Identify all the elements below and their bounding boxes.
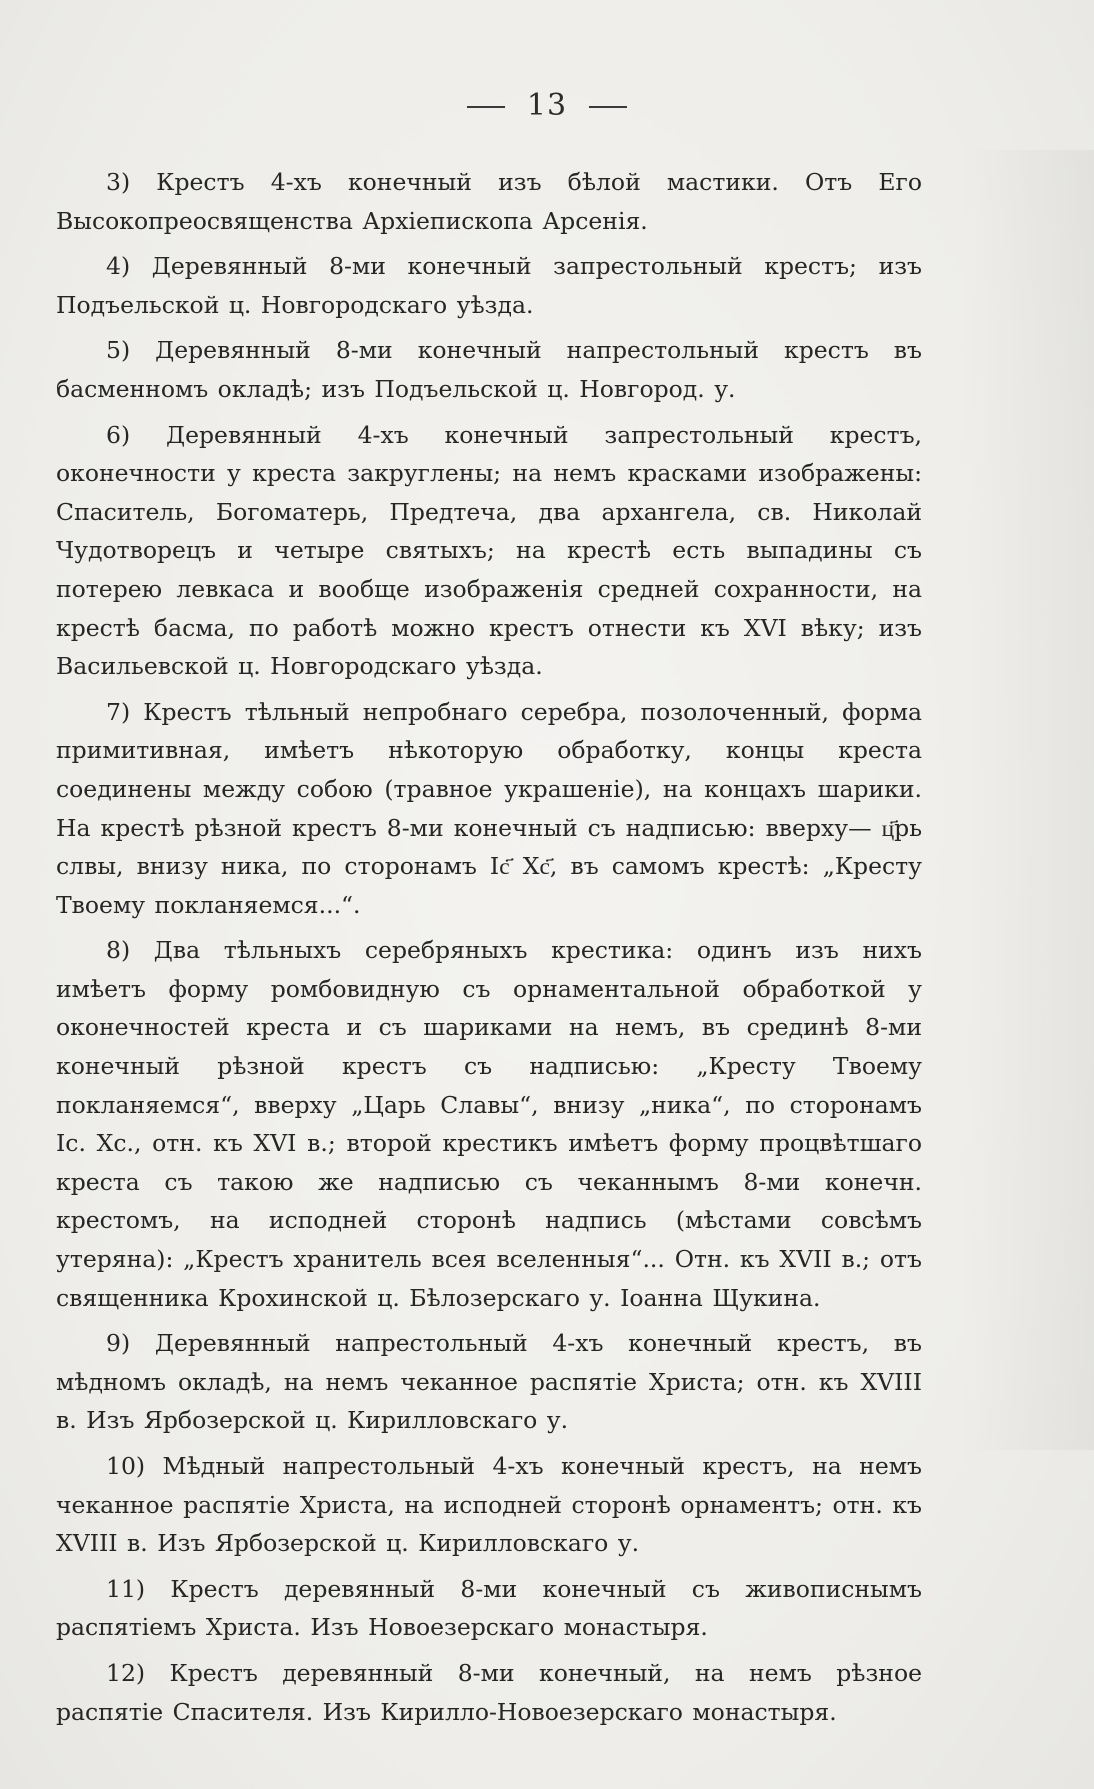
catalog-entry-6: 6) Деревянный 4-хъ конечный запрестольный крестъ, оконечности у креста закруглены; на немъ красками изображены: Спаситель, Богоматерь, Предтеча, два архангела, св. Николай Чудотворецъ и четыре святыхъ; на крестѣ есть выпадины съ потерею левкаса и вообще изображенія средней сохранности, на крестѣ басма, по работѣ можно крестъ отнести къ XVI вѣку; изъ Васильевской ц. Новгородскаго уѣзда. bbox=[56, 420, 922, 681]
catalog-entry-4: 4) Деревянный 8-ми конечный запрестольный крестъ; изъ Подъельской ц. Новгородскаго уѣзда. bbox=[56, 252, 922, 319]
catalog-text bbox=[56, 163, 922, 1738]
page-number-left-dash bbox=[467, 106, 505, 108]
catalog-entry-11: 11) Крестъ деревянный 8-ми конечный съ живописнымъ распятіемъ Христа. Изъ Новоезерскаго монастыря. bbox=[56, 1574, 922, 1642]
page-number bbox=[0, 88, 1094, 123]
catalog-entry-7: 7) Крестъ тѣльный непробнаго серебра, позолоченный, форма примитивная, имѣетъ нѣкоторую обработку, концы креста соединены между собою (травное украшеніе), на концахъ шарики. На крестѣ рѣзной крестъ 8-ми конечный съ надписью: вверху— ц҃рь слвы, внизу ника, по сторонамъ Іс҃ Хс҃, въ самомъ крестѣ: „Кресту Твоему покланяемся...“. bbox=[56, 697, 922, 919]
catalog-entry-10: 10) Мѣдный напрестольный 4-хъ конечный крестъ, на немъ чеканное распятіе Христа, на исподней сторонѣ орнаментъ; отн. къ XVIII в. Изъ Ярбозерской ц. Кирилловскаго у. bbox=[56, 1452, 922, 1558]
page-edge-shadow bbox=[960, 150, 1094, 1450]
catalog-entry-8: 8) Два тѣльныхъ серебряныхъ крестика: одинъ изъ нихъ имѣетъ форму ромбовидную съ орнаментальной обработкой у оконечностей креста и съ шариками на немъ, въ срединѣ 8-ми конечный рѣзной крестъ съ надписью: „Кресту Твоему покланяемся“, вверху „Царь Славы“, внизу „ника“, по сторонамъ Іс. Хс., отн. къ XVI в.; второй крестикъ имѣетъ форму процвѣтшаго креста съ такою же надписью съ чеканнымъ 8-ми конечн. крестомъ, на исподней сторонѣ надпись (мѣстами совсѣмъ утеряна): „Крестъ хранитель всея вселенныя“... Отн. къ XVII в.; отъ священника Крохинской ц. Бѣлозерскаго у. Іоанна Щукина. bbox=[56, 936, 922, 1312]
catalog-entry-3: 3) Крестъ 4-хъ конечный изъ бѣлой мастики. Отъ Его Высокопреосвященства Архіепископа Арсенія. bbox=[56, 168, 922, 235]
page-number-right-dash bbox=[589, 106, 627, 108]
page-number-value: 13 bbox=[526, 88, 568, 123]
catalog-entry-9: 9) Деревянный напрестольный 4-хъ конечный крестъ, въ мѣдномъ окладѣ, на немъ чеканное распятіе Христа; отн. къ XVIII в. Изъ Ярбозерской ц. Кирилловскаго у. bbox=[56, 1329, 922, 1435]
catalog-entry-12: 12) Крестъ деревянный 8-ми конечный, на немъ рѣзное распятіе Спасителя. Изъ Кирилло-Новоезерскаго монастыря. bbox=[56, 1658, 922, 1726]
catalog-entry-5: 5) Деревянный 8-ми конечный напрестольный крестъ въ басменномъ окладѣ; изъ Подъельской ц. Новгород. у. bbox=[56, 336, 922, 403]
